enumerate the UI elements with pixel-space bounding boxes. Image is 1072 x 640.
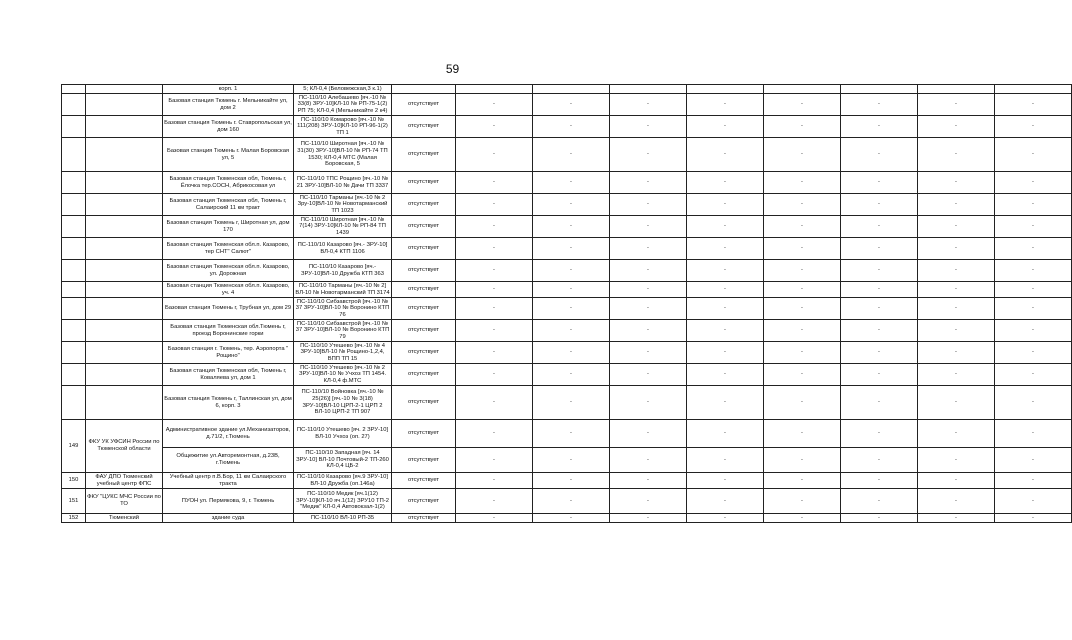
value-cell: - <box>918 116 995 138</box>
value-cell: - <box>687 342 764 364</box>
value-cell: - <box>918 489 995 514</box>
value-cell: - <box>995 514 1072 523</box>
status-cell: отсутствует <box>392 420 456 448</box>
value-cell: - <box>610 260 687 282</box>
value-cell: - <box>764 473 841 489</box>
value-cell: - <box>456 489 533 514</box>
power-source-cell: 5; КЛ-0,4 (Беловежская,3 к.1) <box>294 85 392 94</box>
power-source-cell: ПС-110/10 Западная [яч. 14 ЗРУ-10] ВЛ-10 Почтовый-2 ТП-260 КЛ-0,4 ЦБ-2 <box>294 448 392 473</box>
row-number-cell <box>62 282 86 298</box>
object-cell: Базовая станция Тюмень г, Широтная ул, дом 170 <box>163 216 294 238</box>
value-cell: - <box>995 320 1072 342</box>
status-cell: отсутствует <box>392 172 456 194</box>
value-cell: - <box>918 342 995 364</box>
organization-cell: ФКУ УК УФСИН России по Тюменской области <box>86 420 163 473</box>
object-cell: Базовая станция Тюменская обл.п. Казарово, тер СНТ" Салют" <box>163 238 294 260</box>
power-source-cell: ПС-110/10 ВЛ-10 РП-35 <box>294 514 392 523</box>
value-cell: - <box>841 320 918 342</box>
organization-cell <box>86 386 163 420</box>
value-cell: - <box>610 194 687 216</box>
value-cell: - <box>610 216 687 238</box>
value-cell: - <box>918 216 995 238</box>
row-number-cell <box>62 216 86 238</box>
value-cell: - <box>687 194 764 216</box>
value-cell: - <box>995 216 1072 238</box>
row-number-cell <box>62 194 86 216</box>
organization-cell <box>86 282 163 298</box>
object-cell: ПУОН ул. Пермякова, 9, г. Тюмень <box>163 489 294 514</box>
status-cell: отсутствует <box>392 448 456 473</box>
value-cell: - <box>918 260 995 282</box>
row-number-cell <box>62 260 86 282</box>
row-number-cell <box>62 172 86 194</box>
object-cell: Базовая станция Тюмень г, Трубная ул, дом 29 <box>163 298 294 320</box>
value-cell: - <box>610 282 687 298</box>
power-source-cell: ПС-110/10 Широтная [яч.-10 № 31(30) ЗРУ-10]ВЛ-10 № РП-74 ТП 1530; КЛ-0,4 МТС (Малая Боровская, 5 <box>294 138 392 172</box>
value-cell: - <box>533 473 610 489</box>
organization-cell <box>86 364 163 386</box>
organization-cell <box>86 94 163 116</box>
value-cell: - <box>456 364 533 386</box>
value-cell: - <box>841 138 918 172</box>
object-cell: Базовая станция Тюмень г. Ставропольская ул, дом 160 <box>163 116 294 138</box>
value-cell: - <box>456 116 533 138</box>
value-cell: - <box>533 138 610 172</box>
object-cell: Базовая станция Тюменская обл.Тюмень г, проезд Воронинские горки <box>163 320 294 342</box>
value-cell: - <box>995 298 1072 320</box>
value-cell: - <box>533 216 610 238</box>
table-row <box>62 138 1072 172</box>
value-cell: - <box>610 238 687 260</box>
status-cell: отсутствует <box>392 138 456 172</box>
value-cell: - <box>841 386 918 420</box>
power-source-cell: ПС-110/10 ТПС Рощино [яч.-10 № 21 ЗРУ-10]ВЛ-10 № Дачи ТП 3337 <box>294 172 392 194</box>
organization-cell <box>86 216 163 238</box>
value-cell <box>764 85 841 94</box>
value-cell: - <box>610 448 687 473</box>
value-cell <box>918 85 995 94</box>
row-number-cell <box>62 94 86 116</box>
value-cell: - <box>918 94 995 116</box>
value-cell: - <box>533 116 610 138</box>
value-cell: - <box>918 138 995 172</box>
value-cell: - <box>456 448 533 473</box>
value-cell <box>687 85 764 94</box>
object-cell: Общежитие ул.Авторемонтная, д.23В, г.Тюмень <box>163 448 294 473</box>
value-cell: - <box>456 194 533 216</box>
table-row <box>62 420 1072 448</box>
value-cell: - <box>995 420 1072 448</box>
table-row <box>62 216 1072 238</box>
value-cell: - <box>456 342 533 364</box>
value-cell: - <box>918 172 995 194</box>
row-number-cell <box>62 85 86 94</box>
value-cell: - <box>995 116 1072 138</box>
value-cell: - <box>918 282 995 298</box>
value-cell: - <box>456 473 533 489</box>
value-cell: - <box>841 420 918 448</box>
power-source-cell: ПС-110/10 Тарманы [яч.-10 № 2] ВЛ-10 № Новотарманский ТП 3174 <box>295 282 390 296</box>
value-cell: - <box>764 364 841 386</box>
power-source-cell: ПС-110/10 Медик [яч.1(12) ЗРУ-10]КЛ-10 яч.1(12) ЗРУ10 ТП-2 "Медик" КЛ-0,4 Автовокзал-1(2) <box>294 489 392 514</box>
value-cell: - <box>764 342 841 364</box>
value-cell: - <box>764 216 841 238</box>
status-cell: отсутствует <box>392 364 456 386</box>
value-cell: - <box>841 282 918 298</box>
value-cell: - <box>764 260 841 282</box>
value-cell <box>533 85 610 94</box>
power-source-cell: ПС-110/10 Казарово [яч.- ЗРУ-10] ВЛ-0,4 КТП 1106 <box>294 238 392 260</box>
value-cell: - <box>841 194 918 216</box>
value-cell <box>456 85 533 94</box>
status-cell <box>392 85 456 94</box>
power-source-cell: ПС-110/10 Тарманы [яч.-10 № 2 Зру-10]ВЛ-10 № Новотарманский ТП 1023 <box>294 194 392 216</box>
value-cell: - <box>841 342 918 364</box>
value-cell: - <box>764 489 841 514</box>
value-cell <box>610 85 687 94</box>
value-cell: - <box>456 298 533 320</box>
row-number-cell <box>62 298 86 320</box>
status-cell: отсутствует <box>392 473 456 489</box>
organization-cell <box>86 320 163 342</box>
value-cell: - <box>533 282 610 298</box>
value-cell: - <box>841 116 918 138</box>
organization-cell <box>86 172 163 194</box>
value-cell: - <box>687 448 764 473</box>
status-cell: отсутствует <box>392 489 456 514</box>
value-cell: - <box>533 489 610 514</box>
table-row <box>62 85 1072 94</box>
value-cell: - <box>456 320 533 342</box>
value-cell: - <box>533 364 610 386</box>
value-cell: - <box>764 514 841 523</box>
row-number-cell: 152 <box>62 514 86 523</box>
value-cell: - <box>918 473 995 489</box>
value-cell: - <box>687 420 764 448</box>
table-row <box>62 514 1072 523</box>
power-source-cell: ПС-110/10 Утешево [яч.-10 № 2 ЗРУ-10]ВЛ-10 № Учхоз ТП 1454. КЛ-0,4 ф.МТС <box>294 364 392 386</box>
table-row <box>62 194 1072 216</box>
value-cell: - <box>918 514 995 523</box>
value-cell: - <box>610 514 687 523</box>
value-cell: - <box>687 216 764 238</box>
value-cell: - <box>764 238 841 260</box>
value-cell <box>841 85 918 94</box>
value-cell: - <box>456 238 533 260</box>
object-cell: Базовая станция Тюмень г. Малая Боровская ул, 5 <box>163 138 294 172</box>
status-cell: отсутствует <box>392 216 456 238</box>
value-cell: - <box>533 172 610 194</box>
value-cell: - <box>995 364 1072 386</box>
organization-cell <box>86 85 163 94</box>
value-cell: - <box>918 364 995 386</box>
value-cell: - <box>841 238 918 260</box>
organization-cell <box>86 238 163 260</box>
table-row <box>62 116 1072 138</box>
value-cell: - <box>764 320 841 342</box>
value-cell: - <box>687 386 764 420</box>
table-row <box>62 238 1072 260</box>
value-cell: - <box>995 448 1072 473</box>
organization-cell: ФКУ "ЦУКС МЧС России по ТО <box>86 489 163 514</box>
value-cell: - <box>533 342 610 364</box>
table-row <box>62 94 1072 116</box>
row-number-cell <box>62 116 86 138</box>
table-row <box>62 448 1072 473</box>
row-number-cell <box>62 342 86 364</box>
status-cell: отсутствует <box>392 194 456 216</box>
value-cell: - <box>764 116 841 138</box>
value-cell: - <box>995 342 1072 364</box>
value-cell: - <box>456 282 533 298</box>
table-row <box>62 342 1072 364</box>
value-cell: - <box>687 473 764 489</box>
value-cell: - <box>764 138 841 172</box>
value-cell: - <box>918 386 995 420</box>
value-cell: - <box>764 420 841 448</box>
value-cell: - <box>687 238 764 260</box>
row-number-cell <box>62 238 86 260</box>
status-cell: отсутствует <box>392 514 456 523</box>
value-cell: - <box>456 172 533 194</box>
value-cell: - <box>995 138 1072 172</box>
value-cell: - <box>995 260 1072 282</box>
value-cell: - <box>687 260 764 282</box>
table-row <box>62 489 1072 514</box>
status-cell: отсутствует <box>392 94 456 116</box>
status-cell: отсутствует <box>392 238 456 260</box>
row-number-cell <box>62 386 86 420</box>
value-cell: - <box>995 94 1072 116</box>
value-cell: - <box>918 238 995 260</box>
value-cell: - <box>610 342 687 364</box>
status-cell: отсутствует <box>392 320 456 342</box>
value-cell: - <box>687 364 764 386</box>
value-cell: - <box>918 298 995 320</box>
object-cell: Базовая станция Тюменская обл, Тюмень г, Ёлочка тер.СОСН, Абрикосовая ул <box>163 172 294 194</box>
value-cell: - <box>533 514 610 523</box>
power-source-cell: ПС-110/10 Комарово [яч.-10 № 111(208) ЗРУ-10]КЛ-10 РП-96-1(2) ТП 1 <box>294 116 392 138</box>
value-cell: - <box>995 238 1072 260</box>
object-cell: Базовая станция г. Тюмень, тер. Аэропорта " Рощино" <box>163 342 294 364</box>
row-number-cell: 149 <box>62 420 86 473</box>
status-cell: отсутствует <box>392 386 456 420</box>
power-source-cell: ПС-110/10 Алебашево [яч.-10 № 33(8) ЗРУ-10]КЛ-10 № РП-75-1(2) РП 75; КЛ-0,4 (Мельникайте 2 к4) <box>294 94 392 116</box>
row-number-cell <box>62 364 86 386</box>
organization-cell: Тюменский <box>86 514 163 523</box>
value-cell: - <box>610 94 687 116</box>
value-cell: - <box>764 448 841 473</box>
organization-cell <box>86 138 163 172</box>
value-cell: - <box>533 420 610 448</box>
row-number-cell: 151 <box>62 489 86 514</box>
object-cell: Базовая станция Тюменская обл, Тюмень г, Салаирский 11 км тракт <box>163 194 294 216</box>
power-source-cell: ПС-110/10 Казарово [яч.- ЗРУ-10]ВЛ-10 Дружба КТП 363 <box>294 260 392 282</box>
table-row <box>62 260 1072 282</box>
value-cell: - <box>841 364 918 386</box>
organization-cell <box>86 342 163 364</box>
power-source-cell: ПС-110/10 Утешево [яч. 2 ЗРУ-10] ВЛ-10 Учхоз (оп. 27) <box>294 420 392 448</box>
value-cell: - <box>533 94 610 116</box>
power-source-cell: ПС-110/10 Широтная [яч.-10 № 7(14) ЗРУ-10]КЛ-10 № РП-84 ТП 1439 <box>294 216 392 238</box>
value-cell: - <box>456 216 533 238</box>
value-cell <box>995 85 1072 94</box>
table-row <box>62 172 1072 194</box>
value-cell: - <box>995 172 1072 194</box>
value-cell: - <box>610 116 687 138</box>
organization-cell <box>86 260 163 282</box>
status-cell: отсутствует <box>392 282 456 298</box>
status-cell: отсутствует <box>392 116 456 138</box>
value-cell: - <box>764 386 841 420</box>
consumers-table <box>61 84 1072 523</box>
value-cell: - <box>841 260 918 282</box>
value-cell: - <box>610 320 687 342</box>
value-cell: - <box>918 320 995 342</box>
value-cell: - <box>841 298 918 320</box>
value-cell: - <box>995 473 1072 489</box>
value-cell: - <box>687 138 764 172</box>
value-cell: - <box>764 194 841 216</box>
value-cell: - <box>610 489 687 514</box>
object-cell: Административное здание ул.Механизаторов, д.71/2, г.Тюмень <box>163 420 294 448</box>
value-cell: - <box>533 386 610 420</box>
status-cell: отсутствует <box>392 260 456 282</box>
table-row <box>62 364 1072 386</box>
value-cell: - <box>533 194 610 216</box>
value-cell: - <box>841 473 918 489</box>
value-cell: - <box>456 260 533 282</box>
row-number-cell <box>62 320 86 342</box>
value-cell: - <box>687 514 764 523</box>
status-cell: отсутствует <box>392 342 456 364</box>
organization-cell <box>86 116 163 138</box>
value-cell: - <box>610 420 687 448</box>
value-cell: - <box>918 420 995 448</box>
value-cell: - <box>610 364 687 386</box>
row-number-cell: 150 <box>62 473 86 489</box>
table-row <box>62 298 1072 320</box>
value-cell: - <box>610 172 687 194</box>
value-cell: - <box>995 386 1072 420</box>
object-cell: Базовая станция Тюмень г. Мельникайте ул, дом 2 <box>163 94 294 116</box>
value-cell: - <box>456 386 533 420</box>
value-cell: - <box>456 94 533 116</box>
value-cell: - <box>841 514 918 523</box>
value-cell: - <box>764 172 841 194</box>
power-source-cell: ПС-110/10 Утешево [яч.-10 № 4 ЗРУ-10]ВЛ-10 № Рощино-1,2,4, ВПП ТП 15 <box>294 342 392 364</box>
organization-cell: ФАУ ДПО Тюменский учебный центр ФПС <box>86 473 163 489</box>
value-cell: - <box>610 473 687 489</box>
table-row <box>62 473 1072 489</box>
value-cell: - <box>995 282 1072 298</box>
table-row <box>62 282 1072 298</box>
value-cell: - <box>687 94 764 116</box>
power-source-cell: ПС-110/10 Казарово [яч.9 ЗРУ-10] ВЛ-10 Дружба (оп.146а) <box>294 473 392 489</box>
value-cell: - <box>687 116 764 138</box>
value-cell: - <box>764 298 841 320</box>
page-number: 59 <box>445 62 460 76</box>
value-cell: - <box>687 282 764 298</box>
value-cell: - <box>456 514 533 523</box>
value-cell: - <box>687 172 764 194</box>
table-row <box>62 386 1072 420</box>
power-source-cell: ПС-110/10 Войновка [яч.-10 № 25(26)] [яч.-10 № 3(18) ЗРУ-10]ВЛ-10 ЦРП-2-1 ЦРП 2 ВЛ-10 ЦРП-2 ТП 907 <box>294 386 392 420</box>
value-cell: - <box>533 298 610 320</box>
object-cell: Базовая станция Тюменская обл, Тюмень г, Коваляева ул, дом 1 <box>163 364 294 386</box>
value-cell: - <box>533 260 610 282</box>
organization-cell <box>86 298 163 320</box>
value-cell: - <box>687 489 764 514</box>
value-cell: - <box>456 420 533 448</box>
object-cell: Базовая станция Тюмень г, Таллинская ул, дом 6, корп. 3 <box>163 386 294 420</box>
value-cell: - <box>995 489 1072 514</box>
value-cell: - <box>533 448 610 473</box>
table-row <box>62 320 1072 342</box>
object-cell: здание суда <box>163 514 294 523</box>
value-cell: - <box>841 216 918 238</box>
value-cell: - <box>841 448 918 473</box>
value-cell: - <box>841 489 918 514</box>
power-source-cell: ПС-110/10 Сибзавстрой [яч.-10 № 37 ЗРУ-10]ВЛ-10 № Воронино КТП 79 <box>294 320 392 342</box>
value-cell: - <box>995 194 1072 216</box>
value-cell: - <box>841 94 918 116</box>
value-cell: - <box>841 172 918 194</box>
status-cell: отсутствует <box>392 298 456 320</box>
value-cell: - <box>610 298 687 320</box>
organization-cell <box>86 194 163 216</box>
value-cell: - <box>687 320 764 342</box>
object-cell: Базовая станция Тюменская обл.п. Казарово, уч. 4 <box>163 282 294 298</box>
row-number-cell <box>62 138 86 172</box>
value-cell: - <box>764 94 841 116</box>
object-cell: Учебный центр п.В.Бор, 11 км Салаирского тракта <box>163 473 294 489</box>
object-cell: Базовая станция Тюменская обл.п. Казарово, ул. Дорожная <box>163 260 294 282</box>
value-cell: - <box>533 238 610 260</box>
power-source-cell: ПС-110/10 Сибзавстрой [яч.-10 № 37 ЗРУ-10]ВЛ-10 № Воронино КТП 76 <box>294 298 392 320</box>
value-cell: - <box>687 298 764 320</box>
value-cell: - <box>918 194 995 216</box>
value-cell: - <box>610 138 687 172</box>
object-cell: корп. 1 <box>163 85 294 94</box>
value-cell: - <box>533 320 610 342</box>
value-cell: - <box>610 386 687 420</box>
value-cell: - <box>918 448 995 473</box>
value-cell: - <box>764 282 841 298</box>
value-cell: - <box>456 138 533 172</box>
